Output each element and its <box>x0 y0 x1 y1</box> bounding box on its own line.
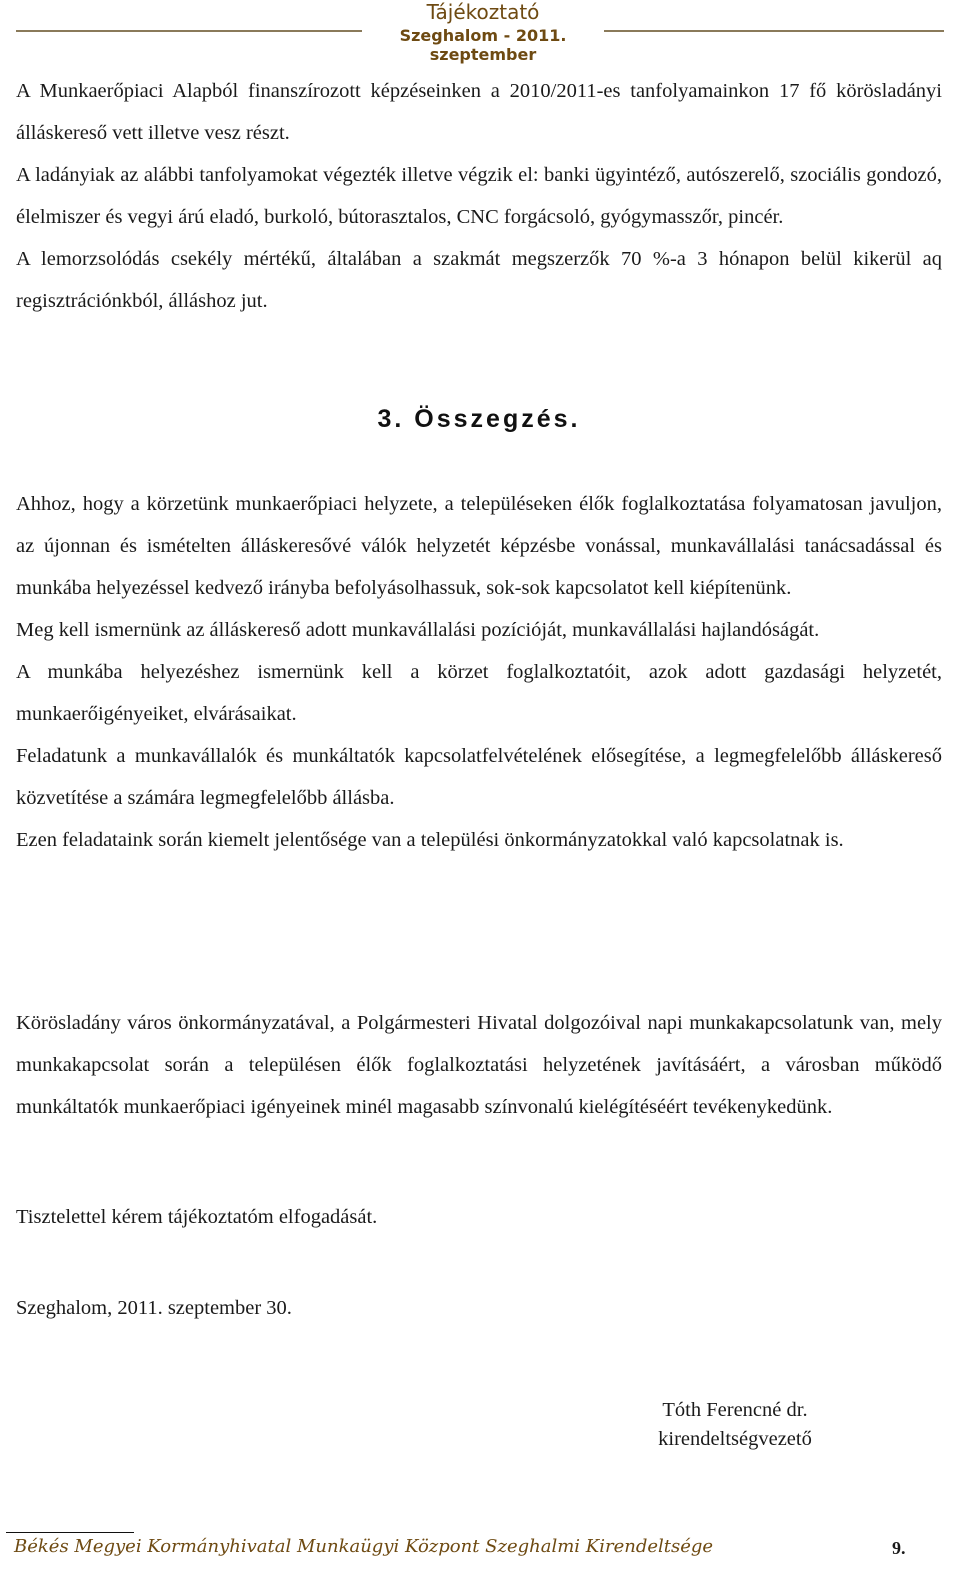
header-subtitle: Szeghalom - 2011. szeptember <box>399 26 567 64</box>
paragraph-8: Ezen feladataink során kiemelt jelentősége van a települési önkormányzatokkal való kapcsolatnak is. <box>16 829 844 851</box>
closing-line: Tisztelettel kérem tájékoztatóm elfogadását. <box>16 1206 378 1228</box>
signature-block <box>620 1396 850 1454</box>
footer-rule <box>6 1532 134 1533</box>
paragraph-3: A lemorzsolódás csekély mértékű, általában a szakmát megszerzők 70 %-a 3 hónapon belül kikerül aq regisztrációnkból, álláshoz jut. <box>16 248 942 312</box>
header-title: Tájékoztató <box>426 0 540 24</box>
page-number: 9. <box>892 1538 906 1558</box>
paragraph-6: A munkába helyezéshez ismernünk kell a körzet foglalkoztatóit, azok adott gazdasági helyzetét, munkaerőigényeiket, elvárásaikat. <box>16 661 942 725</box>
paragraph-7: Feladatunk a munkavállalók és munkáltatók kapcsolatfelvételének elősegítése, a legmegfelelőbb álláskereső közvetítése a számára legmegfelelőbb állásba. <box>16 745 942 809</box>
place-date: Szeghalom, 2011. szeptember 30. <box>16 1297 292 1319</box>
section-heading: 3. Összegzés. <box>377 405 581 433</box>
paragraph-4: Ahhoz, hogy a körzetünk munkaerőpiaci helyzete, a településeken élők foglalkoztatása folyamatosan javuljon, az újonnan és ismételten álláskeresővé válók helyzetét képzésbe vonással, munkavállalási tanácsadással és munkába helyezéssel kedvező irányba befolyásolhassuk, sok-sok kapcsolatot kell kiépítenünk. <box>16 493 942 599</box>
summary-paragraphs <box>16 483 942 861</box>
paragraph-2: A ladányiak az alábbi tanfolyamokat végezték illetve végzik el: banki ügyintéző, autószerelő, szociális gondozó, élelmiszer és vegyi árú eladó, burkoló, bútorasztalos, CNC forgácsoló, gyógymasszőr, pincér. <box>16 164 942 228</box>
header-rule-right <box>604 30 944 32</box>
signature-title: kirendeltségvezető <box>658 1428 812 1450</box>
paragraph-5: Meg kell ismernünk az álláskereső adott munkavállalási pozícióját, munkavállalási hajlandóságát. <box>16 619 820 641</box>
header-rule-left <box>16 30 362 32</box>
signature-name: Tóth Ferencné dr. <box>662 1399 808 1421</box>
paragraph-1: A Munkaerőpiaci Alapból finanszírozott képzéseinken a 2010/2011-es tanfolyamainkon 17 fő körösladányi álláskereső vett illetve vesz részt. <box>16 80 942 144</box>
paragraph-9: Körösladány város önkormányzatával, a Polgármesteri Hivatal dolgozóival napi munkakapcsolatunk van, mely munkakapcsolat során a településen élők foglalkoztatási helyzetének javításáért, a városban működő munkáltatók munkaerőpiaci igényeinek minél magasabb színvonalú kielégítéséért tevékenykedünk. <box>16 1012 942 1118</box>
intro-paragraphs <box>16 70 942 322</box>
footer-organization: Békés Megyei Kormányhivatal Munkaügyi Központ Szeghalmi Kirendeltsége <box>14 1536 714 1557</box>
